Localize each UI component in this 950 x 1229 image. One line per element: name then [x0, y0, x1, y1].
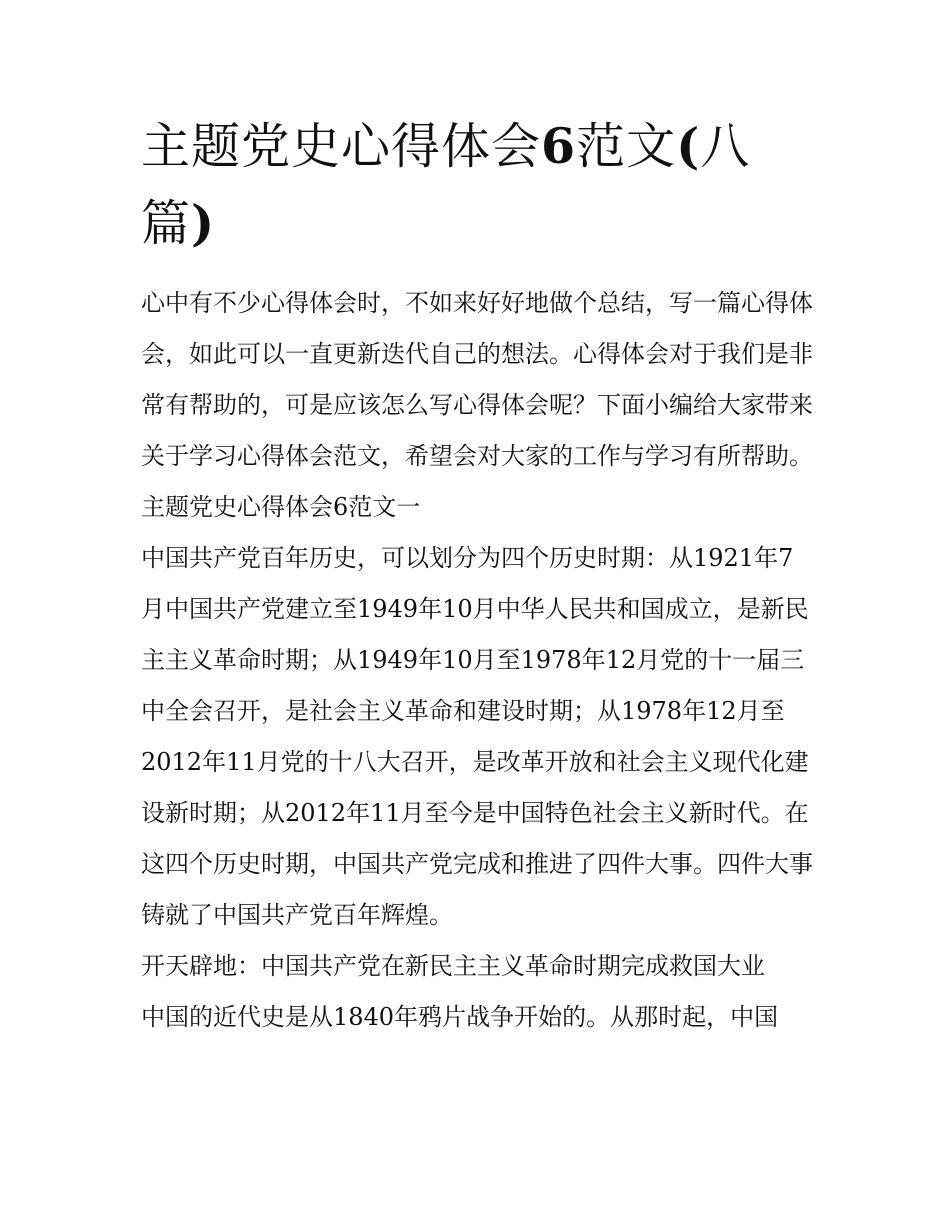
subsection-heading: 开天辟地：中国共产党在新民主主义革命时期完成救国大业 [141, 952, 765, 980]
history-paragraph: 中国共产党百年历史，可以划分为四个历史时期：从1921年7月中国共产党建立至1949年10月中华人民共和国成立，是新民主主义革命时期；从1949年10月至1978年12月党的十一届三中全会召开，是社会主义革命和建设时期；从1978年12月至2012年11月党的十八大召开，是改革开放和社会主义现代化建设新时期；从2012年11月至今是中国特色社会主义新时代。在这四个历史时期，中国共产党完成和推进了四件大事。四件大事铸就了中国共产党百年辉煌。 [141, 544, 813, 929]
intro-paragraph: 心中有不少心得体会时，不如来好好地做个总结，写一篇心得体会，如此可以一直更新迭代自己的想法。心得体会对于我们是非常有帮助的，可是应该怎么写心得体会呢？下面小编给大家带来关于学习心得体会范文，希望会对大家的工作与学习有所帮助。 [141, 289, 813, 470]
document-body [141, 278, 815, 1043]
section-heading: 主题党史心得体会6范文一 [141, 493, 421, 521]
modern-history-paragraph: 中国的近代史是从1840年鸦片战争开始的。从那时起，中国 [141, 1003, 779, 1031]
document-title: 主题党史心得体会6范文(八篇) [141, 117, 751, 252]
